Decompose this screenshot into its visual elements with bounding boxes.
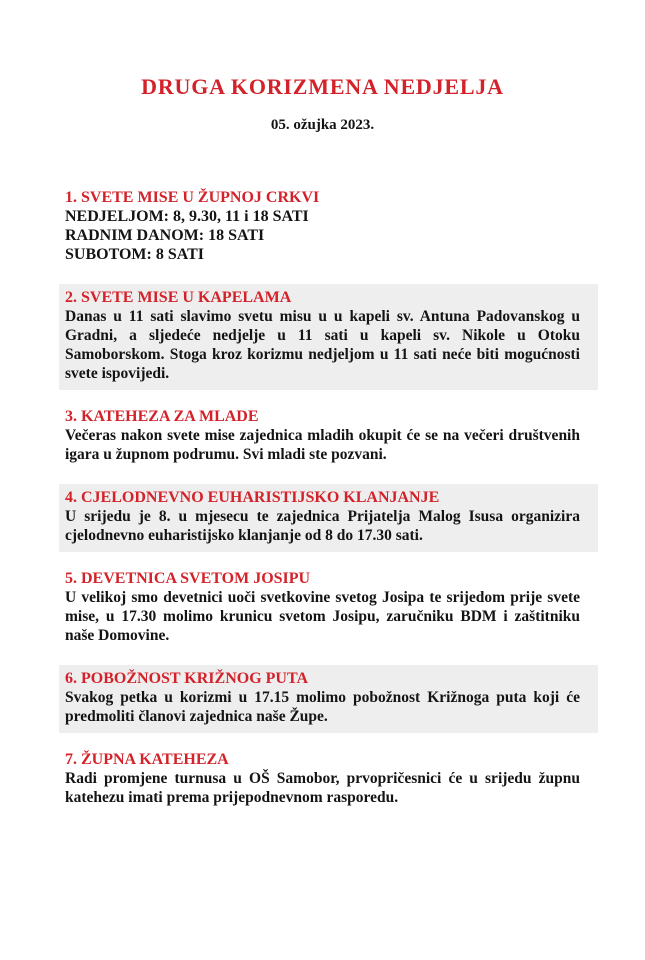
section-heading: 4. CJELODNEVNO EUHARISTIJSKO KLANJANJE [65,489,440,506]
section-euharistijsko-klanjanje [59,484,598,552]
page-title: DRUGA KORIZMENA NEDJELJA [141,74,504,99]
mass-schedule-line: NEDJELJOM: 8, 9.30, 11 i 18 SATI [65,208,309,225]
section-heading: 3. KATEHEZA ZA MLADE [65,408,259,425]
section-heading: 2. SVETE MISE U KAPELAMA [65,289,292,306]
section-kateheza-za-mlade [59,403,598,471]
section-poboznost-kriznog-puta [59,665,598,733]
mass-schedule-line: RADNIM DANOM: 18 SATI [65,227,265,244]
section-body: U srijedu je 8. u mjesecu te zajednica Prijatelja Malog Isusa organizira cjelodnevno euharistijsko klanjanje od 8 do 17.30 sati. [65,508,580,544]
section-heading: 7. ŽUPNA KATEHEZA [65,751,229,768]
section-heading: 1. SVETE MISE U ŽUPNOJ CRKVI [65,189,320,206]
section-zupna-kateheza [59,746,598,814]
section-heading: 6. POBOŽNOST KRIŽNOG PUTA [65,670,308,687]
section-body: Danas u 11 sati slavimo svetu misu u u kapeli sv. Antuna Padovanskog u Gradni, a sljedeće nedjelje u 11 sati u kapeli sv. Nikole u Otoku Samoborskom. Stoga kroz korizmu nedjeljom u 11 sati neće biti mogućnosti svete ispovijedi. [65,308,580,382]
section-devetnica-svetom-josipu [59,565,598,652]
section-svete-mise-u-zupnoj-crkvi [59,184,598,271]
document-date: 05. ožujka 2023. [270,117,375,133]
section-body: Radi promjene turnusa u OŠ Samobor, prvopričesnici će u srijedu župnu katehezu imati prema prijepodnevnom rasporedu. [65,770,580,806]
bulletin-content [0,184,645,814]
mass-schedule-line: SUBOTOM: 8 SATI [65,246,204,263]
section-svete-mise-u-kapelama [59,284,598,390]
section-body: Svakog petka u korizmi u 17.15 molimo pobožnost Križnoga puta koji će predmoliti članovi zajednica naše Župe. [65,689,580,725]
section-body: Večeras nakon svete mise zajednica mladih okupit će se na večeri društvenih igara u župnom podrumu. Svi mladi ste pozvani. [65,427,580,463]
section-body: U velikoj smo devetnici uoči svetkovine svetog Josipa te srijedom prije svete mise, u 17.30 molimo krunicu svetom Josipu, zaručniku BDM i zaštitniku naše Domovine. [65,589,580,644]
section-heading: 5. DEVETNICA SVETOM JOSIPU [65,570,311,587]
